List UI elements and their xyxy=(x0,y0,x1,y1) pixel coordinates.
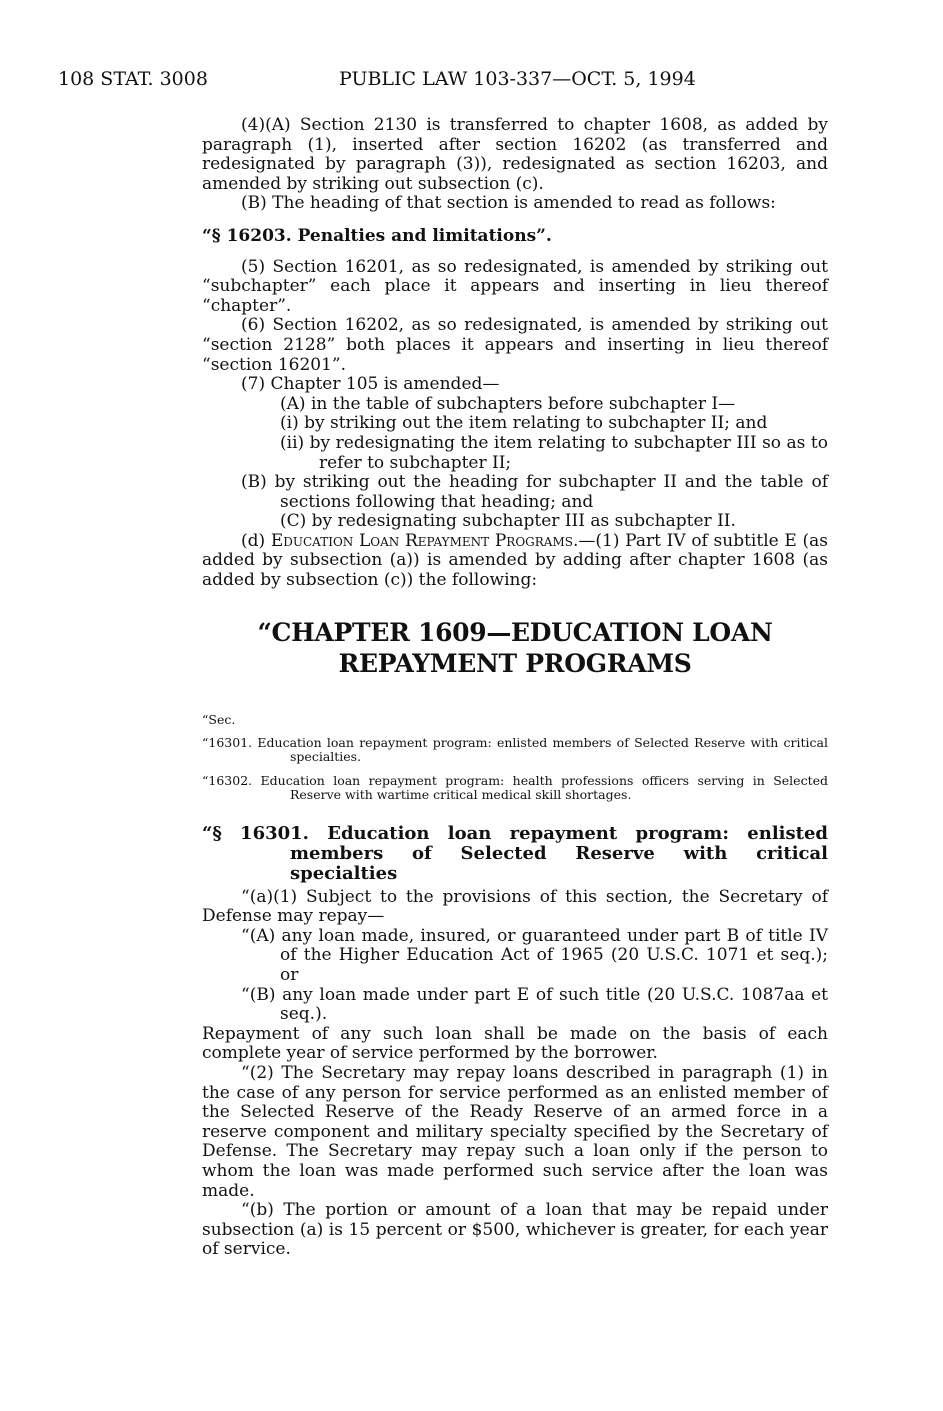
subsection-a2: “(2) The Secretary may repay loans described in paragraph (1) in the case of any person for service performed as an enlisted member of the Selected Reserve of the Ready Reserve of an armed force in a reserve component and military specialty specified by the Secretary of Defense. The Secretary may repay such a loan only if the person to whom the loan was made performed such service after the loan was made. xyxy=(202,1063,828,1201)
table-of-sections xyxy=(202,713,828,802)
page-header xyxy=(58,66,830,92)
subsection-b: “(b) The portion or amount of a loan that may be repaid under subsection (a) is 15 percent or $500, whichever is greater, for each year of service. xyxy=(202,1200,828,1260)
toc-entry-16301: “16301. Education loan repayment program: enlisted members of Selected Reserve with critical specialties. xyxy=(202,734,828,764)
paragraph-6: (6) Section 16202, as so redesignated, is amended by striking out “section 2128” both places it appears and inserting in lieu thereof “section 16201”. xyxy=(202,315,828,375)
chapter-heading-line2: REPAYMENT PROGRAMS xyxy=(338,648,692,678)
chapter-heading-line1: “CHAPTER 1609—EDUCATION LOAN xyxy=(257,617,773,647)
paragraph-d xyxy=(202,532,828,591)
statute-page-number: 108 STAT. 3008 xyxy=(58,68,208,90)
paragraph-7a-ii: (ii) by redesignating the item relating to subchapter III so as to refer to subchapter II; xyxy=(280,432,828,473)
paragraph-d-caption: Education Loan Repayment Programs xyxy=(270,530,573,551)
repayment-paragraph: Repayment of any such loan shall be made on the basis of each complete year of service performed by the borrower. xyxy=(202,1023,828,1064)
subparagraph-a1A: “(A) any loan made, insured, or guaranteed under part B of title IV of the Higher Education Act of 1965 (20 U.S.C. 1071 et seq.); or xyxy=(241,925,828,986)
paragraph-4b: (B) The heading of that section is amended to read as follows: xyxy=(241,193,776,214)
paragraph-7c: (C) by redesignating subchapter III as subchapter II. xyxy=(280,511,736,532)
toc-entry-16302: “16302. Education loan repayment program: health professions officers serving in Selected Reserve with wartime critical medical skill shortages. xyxy=(202,772,828,802)
document-body xyxy=(202,116,828,1260)
section-16203-heading: “§ 16203. Penalties and limitations”. xyxy=(202,225,552,246)
paragraph-5: (5) Section 16201, as so redesignated, is amended by striking out “subchapter” each place it appears and inserting in lieu thereof “chapter”. xyxy=(202,256,828,316)
public-law-title: PUBLIC LAW 103-337—OCT. 5, 1994 xyxy=(339,68,696,90)
subsection-a1: “(a)(1) Subject to the provisions of this section, the Secretary of Defense may repay— xyxy=(202,886,828,927)
paragraph-d-text: .—(1) Part IV of subtitle E (as added by subsection (a)) is amended by adding after chapter 1608 (as added by subsection (c)) the following: xyxy=(202,530,828,591)
paragraph-7b: (B) by striking out the heading for subchapter II and the table of sections following that heading; and xyxy=(241,472,828,512)
paragraph-7a: (A) in the table of subchapters before subchapter I— xyxy=(280,393,736,414)
paragraph-4a: (4)(A) Section 2130 is transferred to chapter 1608, as added by paragraph (1), inserted after section 16202 (as transferred and redesignated by paragraph (3)), redesignated as section 16203, and amended by striking out subsection (c). xyxy=(202,115,828,194)
subparagraph-a1B: “(B) any loan made under part E of such title (20 U.S.C. 1087aa et seq.). xyxy=(241,984,828,1025)
paragraph-7: (7) Chapter 105 is amended— xyxy=(241,374,500,395)
toc-sec-label: “Sec. xyxy=(202,711,236,727)
chapter-heading xyxy=(202,617,828,679)
paragraph-d-label: (d) xyxy=(241,530,271,551)
section-16301-title: “§ 16301. Education loan repayment program: enlisted members of Selected Reserve with critical specialties xyxy=(202,822,828,884)
paragraph-7a-i: (i) by striking out the item relating to subchapter II; and xyxy=(280,413,768,434)
